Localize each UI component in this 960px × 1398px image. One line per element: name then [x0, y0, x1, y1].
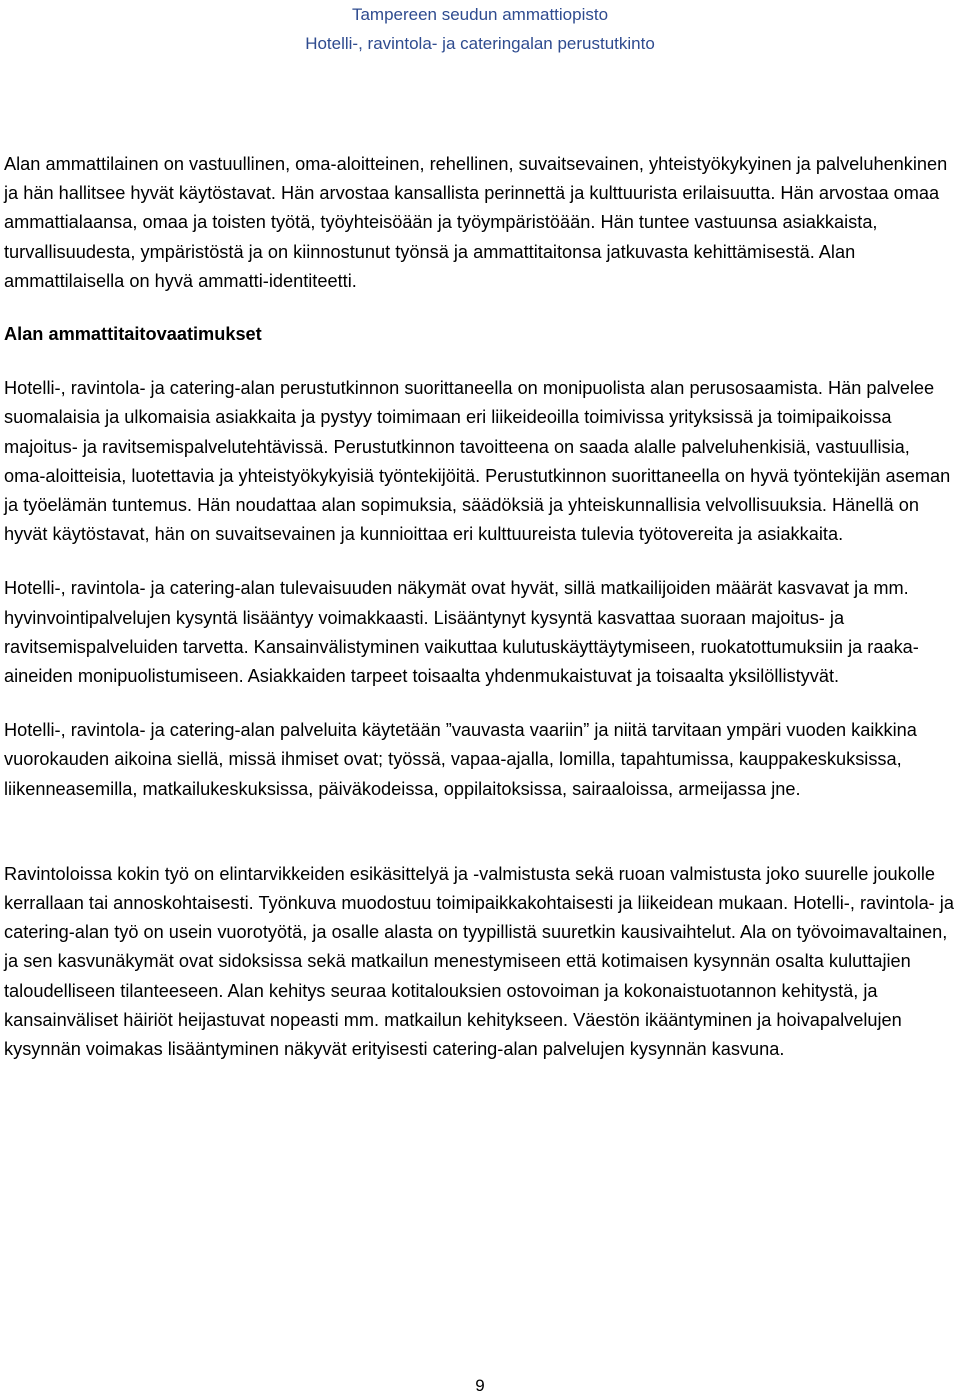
- services-paragraph: Hotelli-, ravintola- ja catering-alan palveluita käytetään ”vauvasta vaariin” ja niitä tarvitaan ympäri vuoden kaikkina vuorokauden aikoina siellä, missä ihmiset ovat; työssä, vapaa-ajalla, lomilla, tapahtumissa, kauppakeskuksissa, liikenneasemilla, matkailukeskuksissa, päiväkodeissa, oppilaitoksissa, sairaaloissa, armeijassa jne.: [4, 720, 917, 799]
- page-number: 9: [475, 1376, 485, 1395]
- intro-paragraph: Alan ammattilainen on vastuullinen, oma-aloitteinen, rehellinen, suvaitsevainen, yhteistyökykyinen ja palveluhenkinen ja hän hallitsee hyvät käytöstavat. Hän arvostaa kansallista perinnettä ja kulttuurista erilaisuutta. Hän arvostaa omaa ammattialaansa, omaa ja toisten työtä, työyhteisöään ja työympäristöään. Hän tuntee vastuunsa asiakkaista, turvallisuudesta, ympäristöstä ja on kiinnostunut työnsä ja ammattitaitonsa jatkuvasta kehittämisestä. Alan ammattilaisella on hyvä ammatti-identiteetti.: [4, 154, 948, 291]
- future-paragraph: Hotelli-, ravintola- ja catering-alan tulevaisuuden näkymät ovat hyvät, sillä matkailijoiden määrät kasvavat ja mm. hyvinvointipalvelujen kysyntä lisääntyy voimakkaasti. Lisääntynyt kysyntä kasvattaa suoraan majoitus- ja ravitsemispalveluiden tarvetta. Kansainvälistyminen vaikuttaa kulutuskäyttäytymiseen, ruokatottumuksiin ja raaka-aineiden monipuolistumiseen. Asiakkaiden tarpeet toisaalta yhdenmukaistuvat ja toisaalta yksilöllistyvät.: [4, 578, 919, 687]
- restaurants-paragraph: Ravintoloissa kokin työ on elintarvikkeiden esikäsittelyä ja -valmistusta sekä ruoan valmistusta joko suurelle joukolle kerrallaan tai annoskohtaisesti. Työnkuva muodostuu toimipaikkakohtaisesti ja liikeidean mukaan. Hotelli-, ravintola- ja catering-alan työ on usein vuorotyötä, ja osalle alasta on tyypillistä suuretkin kausivaihtelut. Ala on työvoimavaltainen, ja sen kasvunäkymät ovat sidoksissa sekä matkailun menestymiseen että kotimaisen kysynnän osalta kuluttajien taloudelliseen tilanteeseen. Alan kehitys seuraa kotitalouksien ostovoiman ja kokonaistuotannon kehitystä, ja kansainväliset häiriöt heijastuvat nopeasti mm. matkailun kehitykseen. Väestön ikääntyminen ja hoivapalvelujen kysynnän voimakas lisääntyminen näkyvät erityisesti catering-alan palvelujen kysynnän kasvuna.: [4, 863, 954, 1060]
- document-body: [4, 150, 956, 1064]
- header-institution: Tampereen seudun ammattiopisto: [351, 5, 609, 24]
- section-heading: Alan ammattitaitovaatimukset: [4, 324, 262, 345]
- header-degree: Hotelli-, ravintola- ja cateringalan perustutkinto: [305, 34, 655, 53]
- page-header: [0, 0, 960, 58]
- requirements-paragraph: Hotelli-, ravintola- ja catering-alan perustutkinnon suorittaneella on monipuolista alan perusosaamista. Hän palvelee suomalaisia ja ulkomaisia asiakkaita ja pystyy toimimaan eri liikeideoilla toimivissa yrityksissä ja toimipaikoissa majoitus- ja ravitsemispalvelutehtävissä. Perustutkinnon tavoitteena on saada alalle palveluhenkisiä, vastuullisia, oma-aloitteisia, luotettavia ja yhteistyökykyisiä työntekijöitä. Perustutkinnon suorittaneella on hyvä työntekijän aseman ja työelämän tuntemus. Hän noudattaa alan sopimuksia, säädöksiä ja yhteiskunnallisia velvollisuuksia. Hänellä on hyvät käytöstavat, hän on suvaitsevainen ja kunnioittaa eri kulttuureista tulevia työtovereita ja asiakkaita.: [4, 378, 951, 545]
